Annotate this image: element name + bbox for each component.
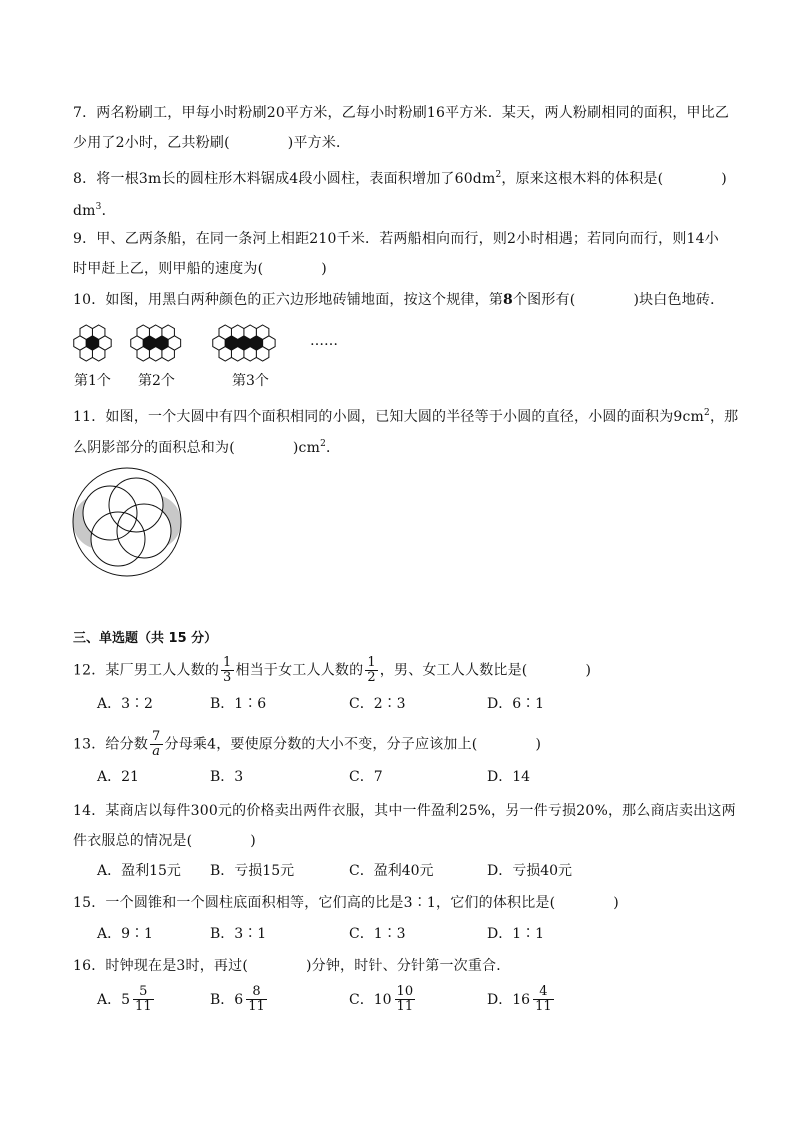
q8-text-b: ，原来这根木料的体积是( bbox=[501, 171, 664, 187]
q12-fraction-1 bbox=[221, 656, 233, 685]
q14-text: 件衣服总的情况是( bbox=[73, 833, 193, 849]
hex-tile bbox=[256, 347, 268, 361]
q13-frac-num: 7 bbox=[152, 729, 161, 744]
q16-d-whole: 16 bbox=[512, 991, 531, 1008]
q12-text: 12．某厂男工人人数的 bbox=[73, 662, 220, 679]
q10-text-b: 个图形有( bbox=[512, 292, 576, 308]
q16-b-num: 8 bbox=[246, 985, 267, 1000]
q12-stem bbox=[73, 656, 591, 685]
q16-c-den: 11 bbox=[396, 999, 414, 1014]
q8-line2 bbox=[73, 197, 116, 221]
hex-tile bbox=[256, 325, 268, 339]
q16-d-num: 4 bbox=[533, 985, 554, 1000]
q16-c-fraction bbox=[395, 985, 416, 1014]
q12-fraction-2 bbox=[365, 656, 377, 685]
q16-b-whole: 6 bbox=[234, 991, 244, 1008]
hex-tile bbox=[92, 347, 104, 361]
q12-option-a[interactable]: A．3∶2 bbox=[97, 696, 153, 712]
q12-text-d: ) bbox=[585, 662, 592, 679]
q7-text: 少用了2小时，乙共粉刷( bbox=[73, 135, 230, 151]
q15-text-end: ) bbox=[613, 895, 619, 911]
q10-text-c: )块白色地砖． bbox=[633, 292, 725, 308]
q16-a-den: 11 bbox=[135, 999, 152, 1014]
q10-ellipsis: …… bbox=[310, 333, 338, 349]
q7-line1: 7．两名粉刷工，甲每小时粉刷20平方米，乙每小时粉刷16平方米．某天，两人粉刷相同的面积，甲比乙 bbox=[73, 105, 730, 121]
q15-option-c[interactable]: C．1∶3 bbox=[349, 926, 406, 942]
q10-label-1: 第1个 bbox=[74, 373, 111, 389]
q11-text: 11．如图，一个大圆中有四个面积相同的小圆，已知大圆的半径等于小圆的直径，小圆的面积为9cm bbox=[73, 409, 705, 425]
q16-d-den: 11 bbox=[535, 999, 552, 1014]
q10-label-2: 第2个 bbox=[138, 373, 175, 389]
q8-line1 bbox=[73, 165, 727, 189]
q10-label-3: 第3个 bbox=[232, 373, 269, 389]
hex-tile bbox=[162, 347, 174, 361]
q13-text-b: 分母乘4，要使原分数的大小不变，分子应该加上( bbox=[164, 736, 478, 753]
q15-text: 15．一个圆锥和一个圆柱底面积相等，它们高的比是3∶1，它们的体积比是( bbox=[73, 895, 556, 911]
q11-text-b: ，那 bbox=[709, 409, 739, 425]
q16-a-whole: 5 bbox=[121, 991, 131, 1008]
q9-line2 bbox=[73, 259, 327, 279]
q12-option-b[interactable]: B．1∶6 bbox=[210, 696, 267, 712]
hex-tile bbox=[231, 347, 243, 361]
q12-text-c: ，男、女工人人数比是( bbox=[379, 662, 528, 679]
q14-line1: 14．某商店以每件300元的价格卖出两件衣服，其中一件盈利25%，另一件亏损20%，那么商店卖出这两 bbox=[73, 803, 736, 819]
hexagon-tiles-figure bbox=[70, 320, 320, 366]
q11-unit: )cm bbox=[292, 440, 321, 456]
q16-d-prefix: D． bbox=[487, 991, 513, 1008]
q11-text-end: ． bbox=[326, 440, 341, 456]
q12-frac2-den: 2 bbox=[367, 670, 376, 685]
q11-line2 bbox=[73, 434, 340, 458]
q9-text-end: ) bbox=[321, 261, 327, 277]
q15-option-d[interactable]: D．1∶1 bbox=[487, 926, 545, 942]
q12-frac1-den: 3 bbox=[223, 670, 232, 685]
q8-unit-sup: 3 bbox=[95, 202, 102, 212]
q14-option-c[interactable]: C．盈利40元 bbox=[349, 863, 434, 879]
q7-line2 bbox=[73, 133, 350, 153]
q12-option-c[interactable]: C．2∶3 bbox=[349, 696, 406, 712]
hex-tile bbox=[244, 347, 256, 361]
hex-tile bbox=[219, 347, 231, 361]
q16-a-num: 5 bbox=[133, 985, 154, 1000]
hex-tile bbox=[92, 325, 104, 339]
hex-tile bbox=[137, 325, 149, 339]
q16-a-prefix: A． bbox=[97, 991, 122, 1008]
q15-option-b[interactable]: B．3∶1 bbox=[210, 926, 267, 942]
q13-option-a[interactable]: A．21 bbox=[97, 769, 139, 785]
hex-tile bbox=[80, 325, 92, 339]
q16-option-d[interactable] bbox=[487, 985, 556, 1014]
q14-option-d[interactable]: D．亏损40元 bbox=[487, 863, 573, 879]
q9-line1: 9．甲、乙两条船，在同一条河上相距210千米．若两船相向而行，则2小时相遇；若同向而行，则14小 bbox=[73, 231, 719, 247]
q11-line1 bbox=[73, 403, 738, 427]
hex-tile bbox=[80, 347, 92, 361]
hex-tile bbox=[137, 347, 149, 361]
q14-line2 bbox=[73, 831, 256, 851]
q16-d-fraction bbox=[533, 985, 554, 1014]
q8-text: 8．将一根3m长的圆柱形木料锯成4段小圆柱，表面积增加了60dm bbox=[73, 171, 496, 187]
q12-text-b: 相当于女工人人数的 bbox=[235, 662, 364, 679]
q16-c-whole: 10 bbox=[373, 991, 392, 1008]
q12-option-d[interactable]: D．6∶1 bbox=[487, 696, 545, 712]
q16-option-a[interactable] bbox=[97, 985, 156, 1014]
q13-option-c[interactable]: C．7 bbox=[349, 769, 383, 785]
q8-sup: 2 bbox=[495, 170, 502, 180]
hex-tile bbox=[231, 325, 243, 339]
q13-text: 13．给分数 bbox=[73, 736, 149, 753]
q11-unit-sup: 2 bbox=[320, 439, 326, 449]
q8-unit: dm bbox=[73, 203, 96, 219]
q13-option-d[interactable]: D．14 bbox=[487, 769, 531, 785]
q7-text-end: )平方米． bbox=[287, 135, 351, 151]
section-title-single-choice: 三、单选题（共 15 分） bbox=[73, 631, 218, 646]
q15-stem bbox=[73, 893, 619, 913]
q12-frac2-num: 1 bbox=[367, 655, 376, 670]
q14-text-end: ) bbox=[250, 833, 256, 849]
q8-text-c: ) bbox=[721, 171, 727, 187]
q13-frac-den: a bbox=[152, 744, 161, 759]
q13-text-c: ) bbox=[535, 736, 542, 753]
hex-tile bbox=[219, 325, 231, 339]
q13-fraction bbox=[150, 730, 162, 759]
q16-option-b[interactable] bbox=[210, 985, 269, 1014]
q16-stem bbox=[73, 956, 510, 976]
q16-a-fraction bbox=[133, 985, 154, 1014]
q16-option-c[interactable] bbox=[349, 985, 417, 1014]
q14-option-a[interactable]: A．盈利15元 bbox=[97, 863, 181, 879]
q16-b-den: 11 bbox=[248, 999, 265, 1014]
q16-b-fraction bbox=[246, 985, 267, 1014]
q10-bold-number: 8 bbox=[503, 292, 513, 308]
q16-text: 16．时钟现在是3时，再过( bbox=[73, 958, 248, 974]
hex-tile bbox=[149, 325, 161, 339]
hex-tile bbox=[149, 347, 161, 361]
q8-unit-end: ． bbox=[101, 203, 116, 219]
q11-text-c: 么阴影部分的面积总和为( bbox=[73, 440, 235, 456]
q9-text: 时甲赶上乙，则甲船的速度为( bbox=[73, 261, 264, 277]
q15-option-a[interactable]: A．9∶1 bbox=[97, 926, 153, 942]
q11-sup: 2 bbox=[704, 408, 710, 418]
q13-stem bbox=[73, 730, 541, 759]
hex-tile bbox=[162, 325, 174, 339]
hex-tile bbox=[244, 325, 256, 339]
q13-option-b[interactable]: B．3 bbox=[210, 769, 244, 785]
q14-option-b[interactable]: B．亏损15元 bbox=[210, 863, 295, 879]
q16-c-prefix: C． bbox=[349, 991, 374, 1008]
q12-frac1-num: 1 bbox=[223, 655, 232, 670]
q16-c-num: 10 bbox=[396, 984, 414, 999]
circles-shaded-figure bbox=[70, 465, 184, 579]
q16-text-end: )分钟，时针、分针第一次重合． bbox=[305, 958, 511, 974]
q10-line1 bbox=[73, 290, 724, 310]
q10-text: 10．如图，用黑白两种颜色的正六边形地砖铺地面，按这个规律，第 bbox=[73, 292, 504, 308]
q16-b-prefix: B． bbox=[210, 991, 235, 1008]
